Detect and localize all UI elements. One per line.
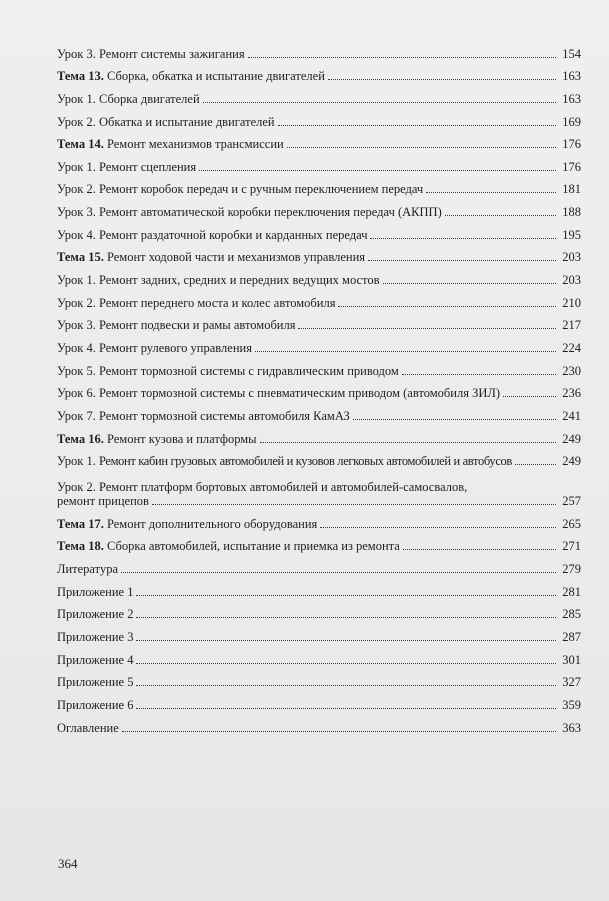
toc-entry[interactable] <box>57 689 581 712</box>
dot-leader <box>370 238 556 239</box>
toc-page-number: 301 <box>562 652 581 667</box>
toc-entry-title: Сборка, обкатка и испытание двигателей <box>106 69 325 84</box>
toc-page-number: 163 <box>562 91 581 106</box>
toc-entry-title: Литература <box>57 562 118 577</box>
toc-entry-title: Ремонт подвески и рамы автомобиля <box>98 318 296 333</box>
toc-entry[interactable] <box>57 468 581 508</box>
toc-entry[interactable] <box>57 38 581 61</box>
toc-entry[interactable] <box>57 151 581 174</box>
toc-entry[interactable] <box>57 644 581 667</box>
lesson-label: Урок 1. <box>57 454 96 469</box>
dot-leader <box>248 57 556 58</box>
topic-label: Тема 16. <box>57 431 104 446</box>
dot-leader <box>403 549 556 550</box>
toc-entry[interactable] <box>57 332 581 355</box>
lesson-label: Урок 2. <box>57 114 96 129</box>
dot-leader <box>368 260 556 261</box>
table-of-contents <box>57 38 581 735</box>
toc-entry-text <box>57 480 581 508</box>
dot-leader <box>338 306 556 307</box>
toc-entry-text <box>57 386 500 400</box>
toc-entry-title: Ремонт механизмов трансмиссии <box>106 137 284 152</box>
dot-leader <box>203 102 556 103</box>
toc-page-number: 287 <box>562 630 581 645</box>
toc-page-number: 210 <box>562 295 581 310</box>
toc-page-number: 163 <box>562 69 581 84</box>
dot-leader <box>255 351 556 352</box>
toc-page-number: 230 <box>562 363 581 378</box>
toc-page-number: 224 <box>562 340 581 355</box>
lesson-label: Урок 2. <box>57 295 96 310</box>
toc-entry[interactable] <box>57 310 581 333</box>
toc-entry-text <box>57 539 400 553</box>
toc-entry-text <box>57 653 133 667</box>
toc-entry[interactable] <box>57 446 581 469</box>
dot-leader <box>383 283 556 284</box>
topic-label: Тема 18. <box>57 539 104 554</box>
toc-entry[interactable] <box>57 508 581 531</box>
toc-entry[interactable] <box>57 196 581 219</box>
toc-entry[interactable] <box>57 599 581 622</box>
toc-entry[interactable] <box>57 621 581 644</box>
toc-entry-text <box>57 296 335 310</box>
toc-entry-text <box>57 92 200 106</box>
toc-entry-text <box>57 47 245 61</box>
toc-entry-title: Ремонт сцепления <box>98 159 197 174</box>
toc-entry-text <box>57 115 275 129</box>
toc-page-number: 281 <box>562 584 581 599</box>
toc-entry[interactable] <box>57 129 581 152</box>
lesson-label: Урок 2. <box>57 182 96 197</box>
topic-label: Тема 15. <box>57 250 104 265</box>
lesson-label: Урок 4. <box>57 340 96 355</box>
toc-entry-text <box>57 517 317 531</box>
toc-entry-title: Приложение 5 <box>57 675 134 690</box>
toc-entry-title: Сборка автомобилей, испытание и приемка из ремонта <box>106 539 400 554</box>
lesson-label: Урок 3. <box>57 46 96 61</box>
toc-page-number: 285 <box>562 607 581 622</box>
topic-label: Тема 14. <box>57 137 104 152</box>
dot-leader <box>136 685 556 686</box>
toc-entry-text <box>57 205 442 219</box>
toc-page-number: 203 <box>562 250 581 265</box>
toc-page-number: 279 <box>562 562 581 577</box>
lesson-label: Урок 3. <box>57 205 96 220</box>
toc-entry-title: Ремонт тормозной системы автомобиля КамАЗ <box>98 408 350 423</box>
dot-leader <box>287 147 556 148</box>
dot-leader <box>260 442 556 443</box>
toc-page-number: 327 <box>562 675 581 690</box>
toc-entry-title: Ремонт раздаточной коробки и карданных передач <box>98 227 368 242</box>
dot-leader <box>353 419 556 420</box>
toc-entry-text <box>57 454 512 468</box>
toc-entry-title: Приложение 3 <box>57 630 134 645</box>
dot-leader <box>136 617 556 618</box>
dot-leader <box>199 170 556 171</box>
toc-entry-text <box>57 409 350 423</box>
toc-entry-text <box>57 273 380 287</box>
toc-entry[interactable] <box>57 287 581 310</box>
toc-page-number: 363 <box>562 720 581 735</box>
toc-entry-title: Ремонт платформ бортовых автомобилей и автомобилей-самосвалов, <box>98 480 468 495</box>
toc-entry-title: Ремонт кузова и платформы <box>106 431 257 446</box>
toc-page-number: 217 <box>562 318 581 333</box>
toc-entry-title: Ремонт ходовой части и механизмов управления <box>106 250 366 265</box>
dot-leader <box>445 215 556 216</box>
toc-entry-title: Ремонт автоматической коробки переключения передач (АКПП) <box>98 205 442 220</box>
toc-entry-text <box>57 182 423 196</box>
toc-page-number: 241 <box>562 408 581 423</box>
toc-entry-text <box>57 69 325 83</box>
toc-page-number: 188 <box>562 205 581 220</box>
toc-entry-text <box>57 137 284 151</box>
toc-page-number: 257 <box>562 494 581 509</box>
lesson-label: Урок 1. <box>57 273 96 288</box>
dot-leader <box>320 527 556 528</box>
dot-leader <box>121 572 556 573</box>
lesson-label: Урок 1. <box>57 91 96 106</box>
toc-page-number: 249 <box>562 431 581 446</box>
toc-entry-text <box>57 432 257 446</box>
toc-entry-text <box>57 160 196 174</box>
toc-entry-title: Приложение 6 <box>57 697 134 712</box>
topic-label: Тема 13. <box>57 69 104 84</box>
dot-leader <box>136 708 556 709</box>
toc-entry-title: Ремонт коробок передач и с ручным переключением передач <box>98 182 424 197</box>
dot-leader <box>503 396 556 397</box>
toc-entry[interactable] <box>57 553 581 576</box>
toc-entry-title: Приложение 4 <box>57 652 134 667</box>
lesson-label: Урок 4. <box>57 227 96 242</box>
toc-page-number: 203 <box>562 273 581 288</box>
toc-entry-title: Ремонт дополнительного оборудования <box>106 516 318 531</box>
toc-entry-title: Приложение 1 <box>57 584 134 599</box>
toc-entry[interactable] <box>57 400 581 423</box>
toc-entry-text <box>57 607 133 621</box>
toc-page-number: 181 <box>562 182 581 197</box>
toc-entry-text <box>57 228 367 242</box>
dot-leader <box>122 731 556 732</box>
dot-leader <box>426 192 556 193</box>
toc-entry-text <box>57 675 133 689</box>
toc-page-number: 176 <box>562 137 581 152</box>
lesson-label: Урок 3. <box>57 318 96 333</box>
toc-entry-title: Ремонт рулевого управления <box>98 340 252 355</box>
toc-page-number: 195 <box>562 227 581 242</box>
toc-entry-text <box>57 250 365 264</box>
toc-entry[interactable] <box>57 242 581 265</box>
dot-leader <box>136 663 556 664</box>
toc-entry[interactable] <box>57 355 581 378</box>
toc-entry-title: Приложение 2 <box>57 607 134 622</box>
toc-entry[interactable] <box>57 531 581 554</box>
toc-entry-title: Сборка двигателей <box>98 91 200 106</box>
toc-entry[interactable] <box>57 378 581 401</box>
toc-entry-text <box>57 341 252 355</box>
toc-entry[interactable] <box>57 61 581 84</box>
lesson-label: Урок 2. <box>57 480 96 495</box>
dot-leader <box>328 79 556 80</box>
lesson-label: Урок 1. <box>57 159 96 174</box>
toc-entry[interactable] <box>57 83 581 106</box>
dot-leader <box>298 328 556 329</box>
toc-entry-text <box>57 318 295 332</box>
topic-label: Тема 17. <box>57 516 104 531</box>
toc-entry-text <box>57 698 133 712</box>
toc-page-number: 236 <box>562 386 581 401</box>
toc-entry-title-cont: ремонт прицепов <box>57 494 149 509</box>
toc-entry-title: Ремонт тормозной системы с пневматическим приводом (автомобиля ЗИЛ) <box>98 386 501 401</box>
toc-entry[interactable] <box>57 264 581 287</box>
toc-entry-text <box>57 630 133 644</box>
toc-page-number: 154 <box>562 46 581 61</box>
dot-leader <box>515 464 556 465</box>
toc-entry-title: Ремонт тормозной системы с гидравлическим приводом <box>98 363 399 378</box>
toc-entry-title: Ремонт задних, средних и передних ведущих мостов <box>98 273 380 288</box>
toc-entry[interactable] <box>57 106 581 129</box>
toc-entry-title: Ремонт кабин грузовых автомобилей и кузовов легковых автомобилей и автобусов <box>98 454 512 469</box>
page-number: 364 <box>58 856 78 871</box>
toc-entry[interactable] <box>57 576 581 599</box>
toc-page-number: 265 <box>562 516 581 531</box>
dot-leader <box>402 374 556 375</box>
toc-entry-title: Ремонт переднего моста и колес автомобиля <box>98 295 336 310</box>
toc-page-number: 249 <box>562 454 581 469</box>
toc-entry-title: Ремонт системы зажигания <box>98 46 245 61</box>
dot-leader <box>152 504 556 505</box>
toc-page-number: 169 <box>562 114 581 129</box>
toc-entry[interactable] <box>57 423 581 446</box>
toc-entry-text <box>57 562 118 576</box>
toc-entry-line1 <box>57 480 581 494</box>
dot-leader <box>136 640 556 641</box>
toc-entry[interactable] <box>57 667 581 690</box>
toc-entry-text <box>57 585 133 599</box>
dot-leader <box>136 595 556 596</box>
toc-page-number: 176 <box>562 159 581 174</box>
toc-entry-title: Обкатка и испытание двигателей <box>98 114 275 129</box>
toc-page-number: 271 <box>562 539 581 554</box>
toc-entry[interactable] <box>57 219 581 242</box>
toc-entry[interactable] <box>57 712 581 735</box>
toc-entry[interactable] <box>57 174 581 197</box>
toc-entry-title: Оглавление <box>57 720 119 735</box>
dot-leader <box>278 125 556 126</box>
lesson-label: Урок 6. <box>57 386 96 401</box>
toc-page-number: 359 <box>562 697 581 712</box>
lesson-label: Урок 5. <box>57 363 96 378</box>
toc-entry-text <box>57 364 399 378</box>
lesson-label: Урок 7. <box>57 408 96 423</box>
toc-entry-text <box>57 721 119 735</box>
